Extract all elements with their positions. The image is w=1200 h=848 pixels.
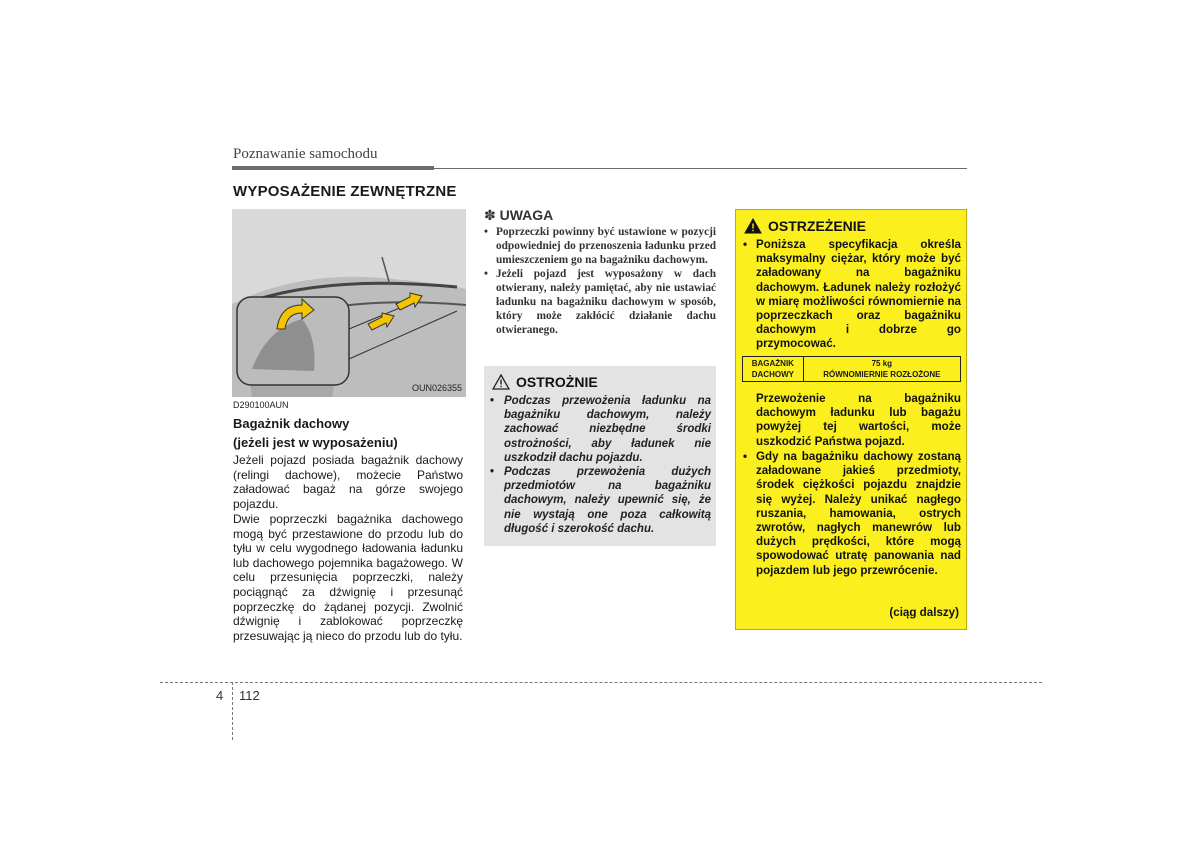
spec-value-cell: 75 kg RÓWNOMIERNIE ROZŁOŻONE	[803, 357, 960, 382]
note-list	[484, 225, 716, 337]
subsection-title: Bagażnik dachowy	[233, 416, 350, 431]
warning-heading-label: OSTRZEŻENIE	[768, 218, 867, 234]
page-heading: WYPOSAŻENIE ZEWNĘTRZNE	[233, 183, 457, 200]
page-number: 112	[239, 688, 260, 703]
continued-label: (ciąg dalszy)	[889, 606, 959, 619]
note-heading	[484, 207, 553, 224]
figure-code: OUN026355	[411, 383, 462, 393]
spec-label-cell: BAGAŻNIK DACHOWY	[743, 357, 804, 382]
section-title: Poznawanie samochodu	[233, 146, 378, 162]
body-paragraph: Dwie poprzeczki bagażnika dachowego mogą być przestawione do przodu lub do tyłu w celu wygodnego ładowania ładunku lub dachowego pojemnika bagażowego. W celu przesunięcia poprzeczki, należy pociągnąć za dźwignię i przesunąć poprzeczkę do żądanej pozycji. Zwolnić dźwignię i zablokować poprzeczkę przesuwając ją nieco do przodu lub do tyłu.	[233, 512, 463, 643]
bullet-icon: •	[743, 238, 748, 251]
chapter-number: 4	[216, 688, 224, 703]
warning-item: • Gdy na bagażniku dachowy zostaną załadowane jakieś przedmioty, środek ciężkości pojazdu znajdzie się wyżej. Należy unikać nagłego ruszania, hamowania, ostrych zwrotów, nagłych manewrów lub dużych prędkości, które mogą spowodować utratę panowania nad pojazdem lub jego przewrócenie.	[743, 450, 961, 577]
warning-triangle-icon	[744, 218, 762, 234]
roof-rack-figure	[232, 209, 466, 397]
caution-item: • Podczas przewożenia dużych przedmiotów na bagażniku dachowym, należy upewnić się, że nie wystają one poza całkowitą długość i szerokość dachu.	[490, 466, 711, 535]
caution-heading-label: OSTROŻNIE	[516, 374, 598, 390]
warning-continuation: Przewożenie na bagażniku dachowym ładunku lub bagażu powyżej tej wartości, może uszkodzić Państwa pojazd.	[756, 392, 961, 448]
warning-item: • Poniższa specyfikacja określa maksymalny ciężar, który może być załadowany na bagażniku dachowym. Ładunek należy rozłożyć w miarę możliwości równomiernie na poprzeczkach oraz bagażniku dachowym i dobrze go przymocować.	[743, 238, 961, 351]
load-spec-table	[742, 356, 961, 382]
bullet-icon: •	[490, 395, 495, 407]
roof-rack-illustration	[232, 209, 466, 397]
warning-triangle-icon	[492, 374, 510, 390]
subsection-subtitle: (jeżeli jest w wyposażeniu)	[233, 435, 398, 450]
caution-list	[490, 394, 711, 536]
header-rule	[434, 168, 967, 169]
bullet-icon: •	[743, 450, 748, 463]
caution-box	[484, 366, 716, 546]
bullet-icon: •	[484, 226, 488, 238]
note-item: • Jeżeli pojazd jest wyposażony w dach otwierany, należy pamiętać, aby nie ustawiać ładunku na bagażniku dachowym w sposób, który może zakłócić działanie dachu otwieranego.	[484, 268, 716, 336]
footer-divider	[160, 682, 1042, 683]
reference-code: D290100AUN	[233, 400, 289, 410]
caution-heading	[492, 374, 598, 390]
footer-divider-vertical	[232, 682, 233, 740]
note-item: • Poprzeczki powinny być ustawione w pozycji odpowiedniej do przenoszenia ładunku przed umieszczeniem go na bagażniku dachowym.	[484, 226, 716, 266]
note-heading-label: UWAGA	[499, 207, 554, 223]
asterisk-icon: ✽	[484, 207, 496, 223]
caution-item: • Podczas przewożenia ładunku na bagażniku dachowym, należy zachować niezbędne środki ostrożności, aby ładunek nie uszkodził dachu pojazdu.	[490, 395, 711, 464]
bullet-icon: •	[484, 268, 488, 280]
bullet-icon: •	[490, 466, 495, 479]
header-bar	[232, 166, 434, 170]
body-paragraph: Jeżeli pojazd posiada bagażnik dachowy (relingi dachowe), możecie Państwo załadować bagaż na górze swojego pojazdu.	[233, 453, 463, 511]
warning-box	[735, 209, 967, 630]
warning-heading	[744, 218, 866, 234]
